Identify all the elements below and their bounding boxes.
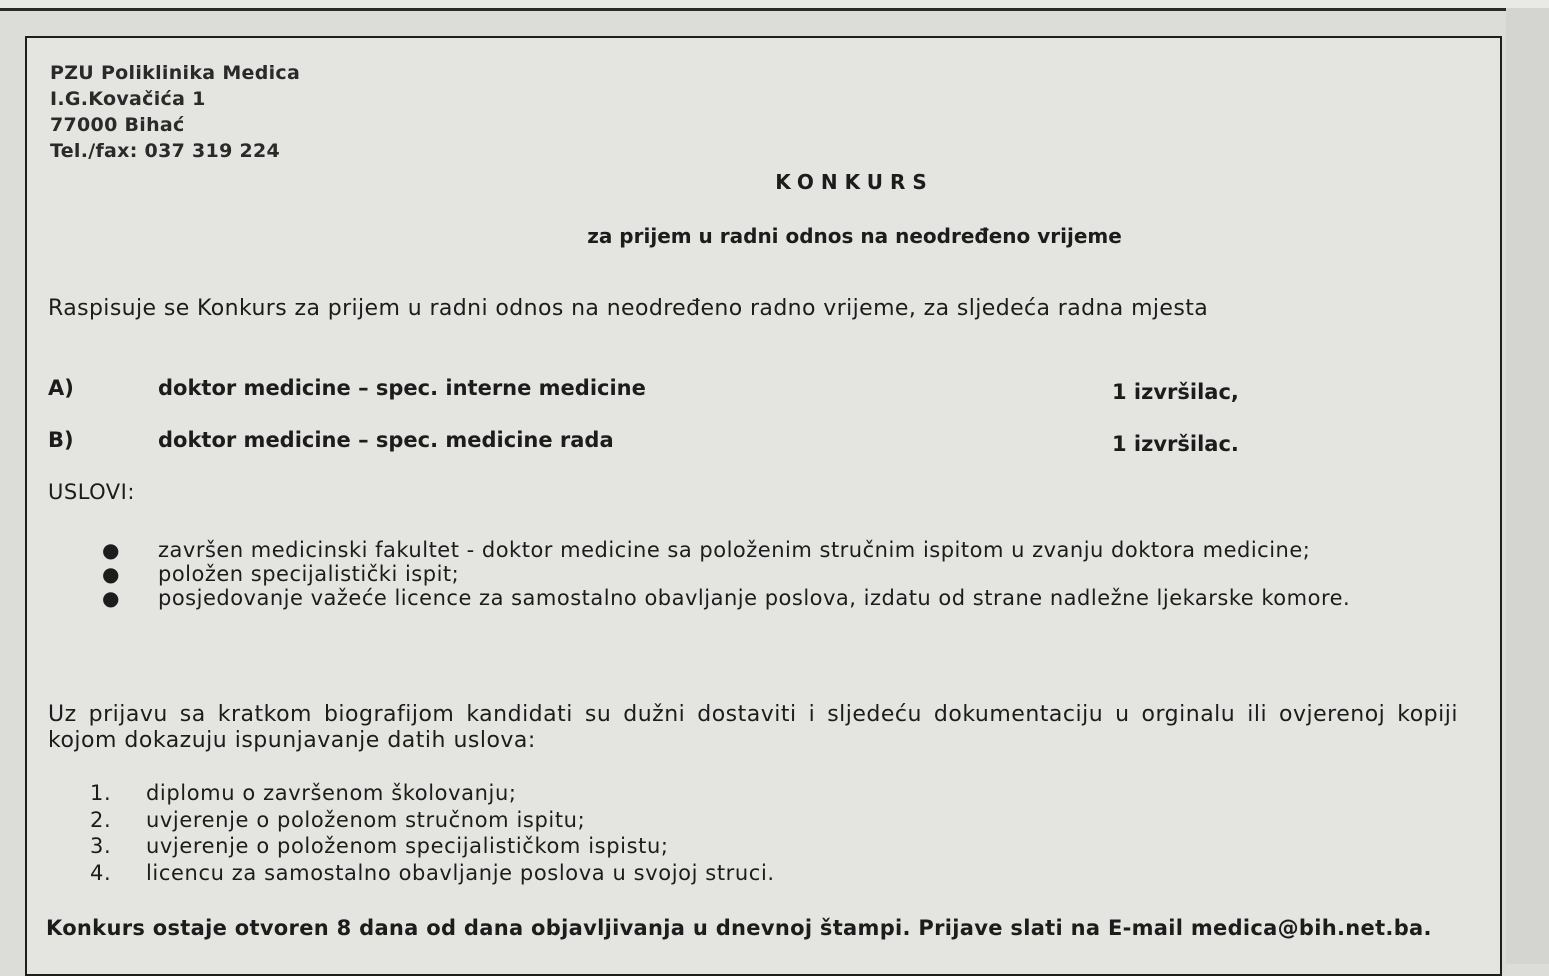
position-letter: B) [48, 428, 74, 452]
documents-list [90, 780, 775, 886]
ad-subtitle: za prijem u radni odnos na neodređeno vrijeme [587, 224, 1122, 248]
position-count: 1 izvršilac, [1112, 380, 1239, 404]
document-item [90, 780, 775, 807]
conditions-heading: USLOVI: [48, 480, 135, 504]
condition-item [96, 538, 1458, 562]
ad-title: KONKURS [775, 170, 934, 194]
document-text: diplomu o završenom školovanju; [146, 781, 517, 805]
condition-text: završen medicinski fakultet - doktor medicine sa položenim stručnim ispitom u zvanju doktora medicine; [158, 538, 1311, 562]
sender-city: 77000 Bihać [50, 114, 185, 136]
document-number: 2. [90, 807, 112, 832]
document-item [90, 807, 775, 834]
conditions-list [96, 538, 1458, 610]
document-item [90, 860, 775, 887]
document-item [90, 833, 775, 860]
sender-phone: Tel./fax: 037 319 224 [50, 140, 281, 162]
bullet-icon: ● [102, 562, 120, 586]
intro-paragraph: Raspisuje se Konkurs za prijem u radni odnos na neodređeno radno vrijeme, za sljedeća radna mjesta [48, 296, 1209, 321]
document-text: licencu za samostalno obavljanje poslova u svojoj struci. [146, 860, 775, 885]
condition-text: položen specijalistički ispit; [158, 562, 460, 586]
document-number: 3. [90, 834, 112, 858]
document-text: uvjerenje o položenom stručnom ispitu; [146, 807, 586, 832]
position-name: doktor medicine – spec. interne medicine [158, 376, 646, 400]
position-row [48, 428, 1308, 458]
sender-block [50, 60, 300, 164]
sender-street: I.G.Kovačića 1 [50, 88, 206, 110]
condition-item [96, 562, 1458, 586]
document-number: 4. [90, 860, 112, 885]
adjacent-column-edge [1506, 8, 1549, 964]
position-name: doktor medicine – spec. medicine rada [158, 428, 614, 452]
bullet-icon: ● [102, 586, 120, 610]
sender-name: PZU Poliklinika Medica [50, 62, 301, 84]
page-top-edge [0, 0, 1549, 11]
condition-item [96, 586, 1458, 610]
documents-intro: Uz prijavu sa kratkom biografijom kandidati su dužni dostaviti i sljedeću dokumentaciju u orginalu ili ovjerenoj kopiji kojom dokazuju ispunjavanje datih uslova: [48, 702, 1458, 753]
position-letter: A) [48, 376, 74, 400]
document-number: 1. [90, 781, 112, 805]
closing-notice: Konkurs ostaje otvoren 8 dana od dana objavljivanja u dnevnoj štampi. Prijave slati na E-mail medica@bih.net.ba. [46, 916, 1432, 940]
document-text: uvjerenje o položenom specijalističkom ispistu; [146, 834, 669, 858]
condition-text: posjedovanje važeće licence za samostalno obavljanje poslova, izdatu od strane nadležne ljekarske komore. [158, 586, 1351, 610]
position-row [48, 376, 1308, 406]
position-count: 1 izvršilac. [1112, 432, 1239, 456]
bullet-icon: ● [102, 538, 120, 562]
